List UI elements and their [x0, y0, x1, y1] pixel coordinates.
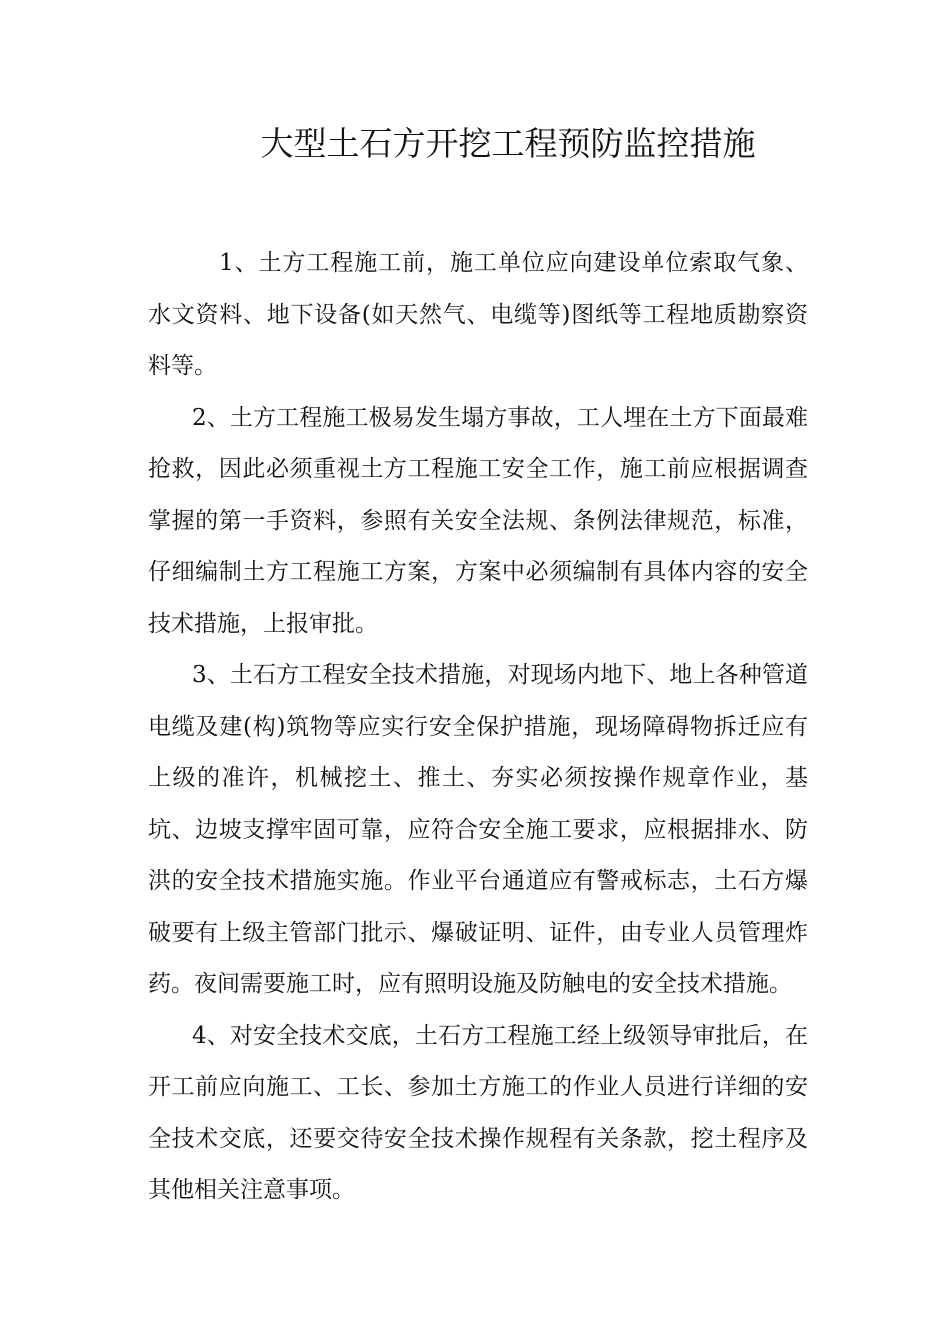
document-title: 大型土石方开挖工程预防监控措施 — [260, 124, 756, 163]
paragraph-3: 3、土石方工程安全技术措施，对现场内地下、地上各种管道电缆及建(构)筑物等应实行安全保护措施，现场障碍物拆迁应有上级的准许，机械挖土、推土、夯实必须按操作规章作业，基坑、边坡支撑牢固可靠，应符合安全施工要求，应根据排水、防洪的安全技术措施实施。作业平台通道应有警戒标志，土石方爆破要有上级主管部门批示、爆破证明、证件，由专业人员管理炸药。夜间需要施工时，应有照明设施及防触电的安全技术措施。 — [148, 662, 808, 997]
paragraph-1: 1、土方工程施工前，施工单位应向建设单位索取气象、水文资料、地下设备(如天然气、电缆等)图纸等工程地质勘察资料等。 — [148, 250, 808, 379]
paragraph-2: 2、土方工程施工极易发生塌方事故，工人埋在土方下面最难抢救，因此必须重视土方工程施工安全工作，施工前应根据调查掌握的第一手资料，参照有关安全法规、条例法律规范，标准，仔细编制土方工程施工方案，方案中必须编制有具体内容的安全技术措施，上报审批。 — [148, 404, 808, 637]
document-body — [148, 238, 808, 1217]
paragraph-4: 4、对安全技术交底，土石方工程施工经上级领导审批后，在开工前应向施工、工长、参加土方施工的作业人员进行详细的安全技术交底，还要交待安全技术操作规程有关条款，挖土程序及其他相关注意事项。 — [148, 1022, 808, 1203]
